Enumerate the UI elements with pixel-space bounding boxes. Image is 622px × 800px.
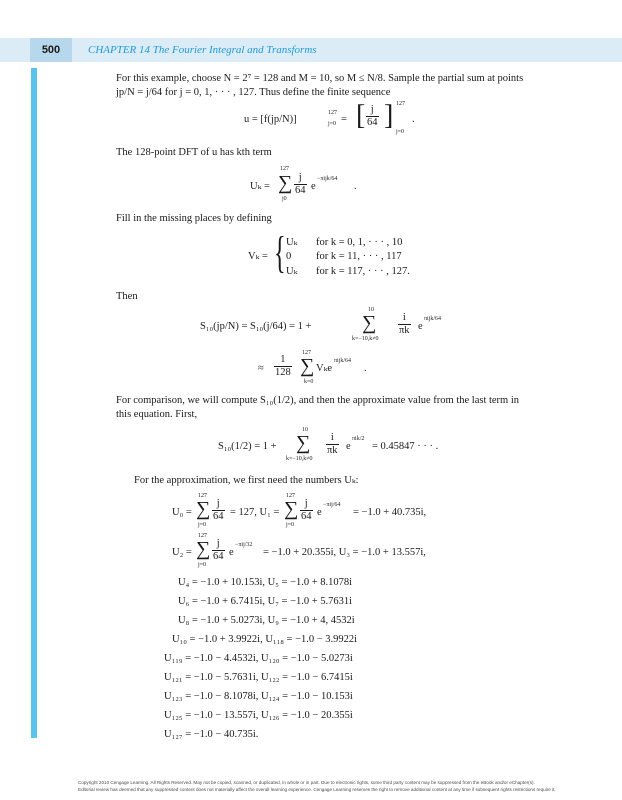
eq-Uk-frac-num: j (298, 172, 302, 183)
eq-u-frac-num: j (370, 104, 374, 115)
eq-S10-fraction (398, 312, 411, 337)
eq-Vk-case1-val: Uₖ (286, 237, 298, 248)
eq-u-sup: 127 (396, 101, 405, 107)
eq-U2-fraction (212, 538, 225, 563)
eq-S10-term2: Vₖe (316, 363, 333, 374)
eq-S10h-exp: e (346, 441, 351, 452)
u-values-line: U₁₂₇ = −1.0 − 40.735i. (164, 729, 259, 740)
eq-U0-sigma: ∑ (196, 498, 211, 520)
eq-S10h-lhs: S₁₀(1/2) = 1 + (218, 441, 277, 452)
eq-U2-frac-num: j (216, 538, 220, 549)
paragraph-then: Then (116, 291, 138, 302)
eq-S10h-sum-top: 10 (302, 427, 308, 433)
eq-Vk-case1-cond: for k = 0, 1, · · · , 10 (316, 237, 403, 248)
eq-S10-exp: e (418, 321, 423, 332)
paragraph-approximation: For the approximation, we first need the numbers Uₖ: (134, 475, 359, 486)
eq-Uk-exp-sup: −πijk/64 (317, 176, 338, 182)
u-values-line: U₈ = −1.0 + 5.0273i, U₉ = −1.0 + 4, 4532i (178, 615, 355, 626)
eq-U1-frac-den: 64 (301, 511, 312, 522)
eq-U1-rhs: = −1.0 + 40.735i, (353, 507, 427, 518)
u-values-line: U₁₁₉ = −1.0 − 4.4532i, U₁₂₀ = −1.0 − 5.0273i (164, 653, 353, 664)
eq-Uk-frac-den: 64 (295, 185, 306, 196)
eq-U0-sum-top: 127 (198, 493, 207, 499)
eq-S10-term2-sup: πijk/64 (334, 358, 352, 364)
eq-U0-fraction (212, 498, 225, 523)
u-values-line: U₁₀ = −1.0 + 3.9922i, U₁₁₈ = −1.0 − 3.9922i (172, 634, 358, 645)
eq-S10h-sigma: ∑ (296, 432, 311, 454)
eq-S10-frac2-num: 1 (280, 354, 286, 365)
eq-U1-sum-top: 127 (286, 493, 295, 499)
chapter-title: CHAPTER 14 The Fourier Integral and Transforms (88, 44, 317, 56)
eq-Uk-sigma: ∑ (278, 172, 293, 194)
eq-u-lhs-sup: 127 (328, 110, 337, 116)
eq-S10h-exp-sup: πik/2 (352, 436, 365, 442)
eq-S10h-frac-num: i (330, 432, 334, 443)
eq-S10-frac-den: πk (399, 325, 410, 336)
eq-Vk-case3-cond: for k = 117, · · · , 127. (316, 266, 410, 277)
eq-S10-frac2-den: 128 (275, 367, 291, 378)
eq-U1-exp: e (317, 507, 322, 518)
u-values-line: U₁₂₁ = −1.0 − 5.7631i, U₁₂₂ = −1.0 − 6.7415i (164, 672, 353, 683)
eq-S10-sigma: ∑ (362, 312, 377, 334)
eq-U2-sigma: ∑ (196, 538, 211, 560)
eq-Vk-lhs: Vₖ = (248, 251, 268, 262)
equation-u (0, 96, 622, 138)
eq-U0-sum-bot: j=0 (198, 522, 207, 528)
equation-Vk (0, 230, 622, 286)
eq-U0-frac-num: j (216, 498, 220, 509)
eq-U2-lhs: U₂ = (172, 547, 192, 558)
eq-S10h-sum-bot: k=−10,k≠0 (286, 456, 313, 462)
eq-u-bracket-left: [ (356, 100, 366, 131)
eq-S10-approx: ≈ (258, 363, 264, 374)
eq-S10-dot: . (364, 363, 367, 374)
page-number: 500 (30, 38, 72, 62)
eq-U0-frac-den: 64 (213, 511, 224, 522)
eq-Vk-case3-val: Uₖ (286, 266, 298, 277)
eq-u-bracket-right: ] (384, 100, 394, 131)
eq-S10h-frac-den: πk (327, 445, 338, 456)
eq-u-equals: = (341, 114, 347, 125)
eq-S10-fraction2 (274, 354, 292, 379)
u-values-line: U₁₂₃ = −1.0 − 8.1078i, U₁₂₄ = −1.0 − 10.153i (164, 691, 353, 702)
eq-u-sub: j=0 (396, 129, 405, 135)
eq-U1-exp-sup: −πij/64 (323, 502, 341, 508)
eq-Uk-fraction (294, 172, 307, 197)
equation-U0-U1 (0, 490, 622, 534)
equation-S10 (0, 304, 622, 386)
eq-U1-fraction (300, 498, 313, 523)
eq-U2-sum-top: 127 (198, 533, 207, 539)
eq-Vk-brace: { (274, 228, 286, 277)
eq-U2-rhs: = −1.0 + 20.355i, U₃ = −1.0 + 13.557i, (263, 547, 426, 558)
eq-U2-exp: e (229, 547, 234, 558)
eq-u-frac-den: 64 (367, 117, 378, 128)
eq-S10-sum2-top: 127 (302, 350, 311, 356)
equation-S10-half (0, 424, 622, 470)
eq-Vk-case2-cond: for k = 11, · · · , 117 (316, 251, 402, 262)
eq-U0-mid: = 127, U₁ = (230, 507, 280, 518)
eq-Uk-dot: . (354, 181, 357, 192)
eq-S10-sum2-bot: k=0 (304, 379, 314, 385)
u-values-line: U₁₂₅ = −1.0 − 13.557i, U₁₂₆ = −1.0 − 20.355i (164, 710, 353, 721)
eq-S10-sum-bot: k=−10,k≠0 (352, 336, 379, 342)
copyright-footer-line2: Editorial review has deemed that any suppressed content does not materially affect the overall learning experience. Cengage Learning reserves the right to remove additional content at any time if subsequent rights restrictions require it. (78, 787, 556, 792)
eq-u-fraction (366, 104, 379, 129)
paragraph-fill: Fill in the missing places by defining (116, 213, 272, 224)
paragraph-comparison: For comparison, we will compute S₁₀(1/2), and then the approximate value from the last term in this equation. First, (116, 395, 520, 420)
copyright-footer-line1: Copyright 2010 Cengage Learning. All Rights Reserved. May not be copied, scanned, or duplicated, in whole or in part. Due to electronic rights, some third party content may be suppressed from the eBook and/or eChapter(s). (78, 780, 535, 785)
eq-S10h-rhs: = 0.45847 · · · . (372, 441, 439, 452)
eq-Uk-lhs: Uₖ = (250, 181, 270, 192)
eq-U2-exp-sup: −πij/32 (235, 542, 253, 548)
eq-U1-frac-num: j (304, 498, 308, 509)
eq-S10h-fraction (326, 432, 339, 457)
eq-u-lhs-sub: j=0 (328, 121, 337, 127)
u-values-line: U₆ = −1.0 + 6.7415i, U₇ = −1.0 + 5.7631i (178, 596, 353, 607)
u-values-list (0, 576, 622, 746)
eq-Uk-sum-top: 127 (280, 166, 289, 172)
equation-Uk (0, 164, 622, 210)
paragraph-dft: The 128-point DFT of u has kth term (116, 147, 272, 158)
eq-S10-sum-top: 10 (368, 307, 374, 313)
eq-U0-lhs: U₀ = (172, 507, 192, 518)
eq-S10-frac-num: i (402, 312, 406, 323)
paragraph-intro: For this example, choose N = 2⁷ = 128 and M = 10, so M ≤ N/8. Sample the partial sum at points jp/N = j/64 for j = 0, 1, · · · , 127. Thus define the finite sequence (116, 73, 524, 98)
eq-Uk-exp: e (311, 181, 316, 192)
eq-Vk-case2-val: 0 (286, 251, 292, 262)
eq-U2-sum-bot: j=0 (198, 562, 207, 568)
equation-U2-U3 (0, 530, 622, 574)
eq-u-dot: . (412, 114, 415, 125)
eq-S10-exp-sup: πijk/64 (424, 316, 442, 322)
eq-S10-lhs: S₁₀(jp/N) = S₁₀(j/64) = 1 + (200, 321, 312, 332)
eq-U1-sigma: ∑ (284, 498, 299, 520)
eq-Uk-sum-bot: j0 (282, 196, 287, 202)
u-values-line: U₄ = −1.0 + 10.153i, U₅ = −1.0 + 8.1078i (178, 577, 353, 588)
eq-S10-sigma2: ∑ (300, 355, 315, 377)
eq-u-lhs: u = [f(jp/N)] (244, 114, 297, 125)
eq-U1-sum-bot: j=0 (286, 522, 295, 528)
eq-U2-frac-den: 64 (213, 551, 224, 562)
